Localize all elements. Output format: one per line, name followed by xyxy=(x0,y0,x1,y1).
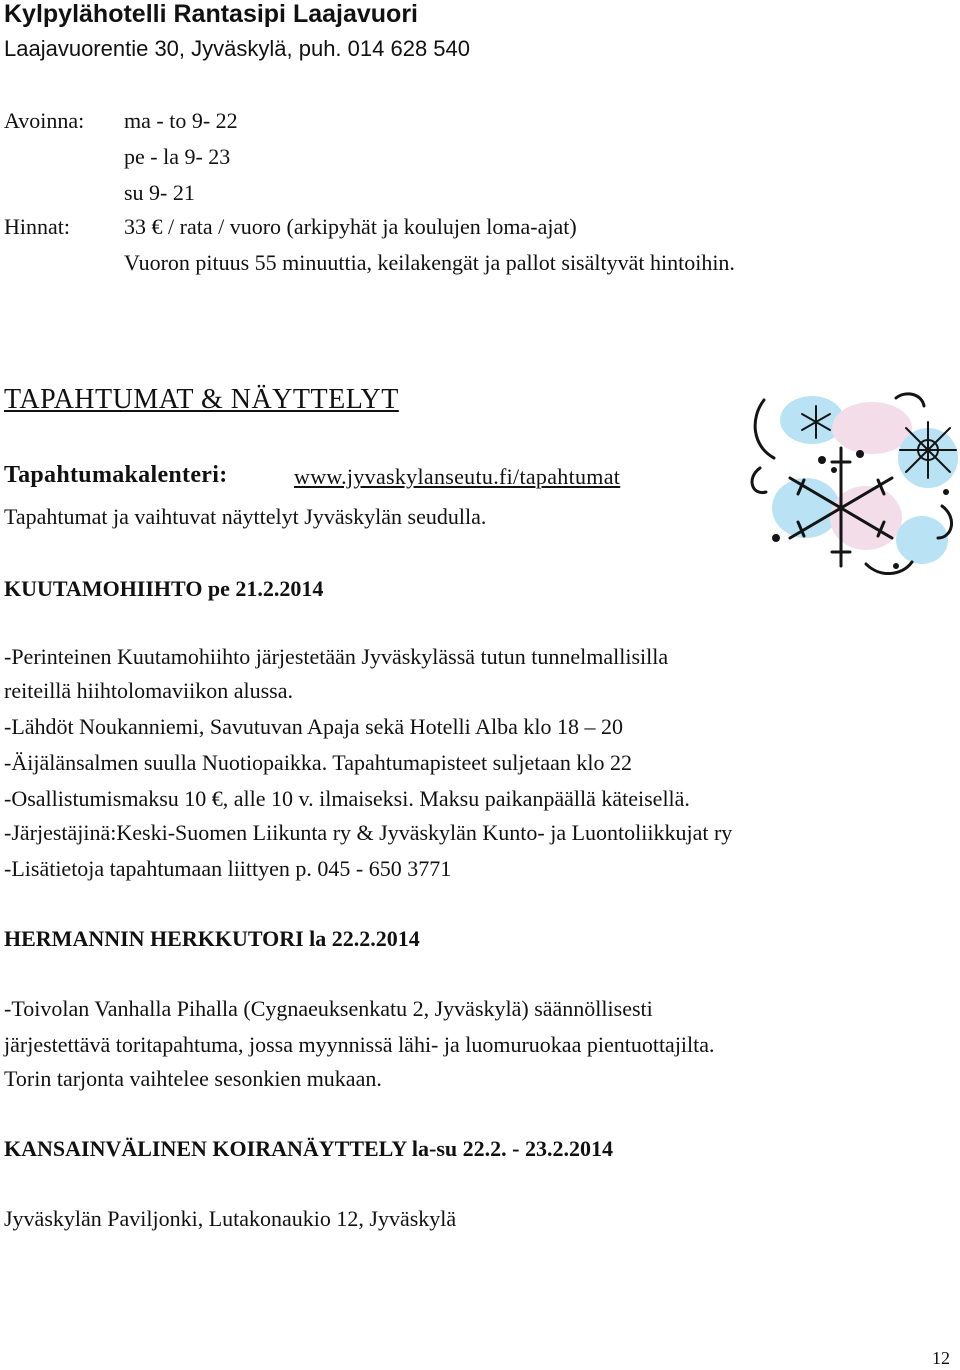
price-line: 33 € / rata / vuoro (arkipyhät ja koulujen loma-ajat) xyxy=(124,214,577,239)
price-line: Vuoron pituus 55 minuuttia, keilakengät ja pallot sisältyvät hintoihin. xyxy=(124,250,735,275)
opening-hours-label: Avoinna: xyxy=(4,108,85,133)
venue-address: Laajavuorentie 30, Jyväskylä, puh. 014 628 540 xyxy=(4,36,470,61)
event-detail-line: -Toivolan Vanhalla Pihalla (Cygnaeuksenkatu 2, Jyväskylä) säännöllisesti xyxy=(4,996,653,1021)
event-detail-line: Torin tarjonta vaihtelee sesonkien mukaan. xyxy=(4,1066,382,1091)
event-calendar-link[interactable]: www.jyvaskylanseutu.fi/tapahtumat xyxy=(294,464,621,489)
event-detail-line: -Lähdöt Noukanniemi, Savutuvan Apaja sekä Hotelli Alba klo 18 – 20 xyxy=(4,714,623,739)
event-title-kuutamohiihto: KUUTAMOHIIHTO pe 21.2.2014 xyxy=(4,576,324,601)
event-detail-line: reiteillä hiihtolomaviikon alussa. xyxy=(4,678,293,703)
event-detail-line: -Järjestäjinä:Keski-Suomen Liikunta ry & Jyväskylän Kunto- ja Luontoliikkujat ry xyxy=(4,820,733,845)
event-title-koiranayttely: KANSAINVÄLINEN KOIRANÄYTTELY la-su 22.2. - 23.2.2014 xyxy=(4,1136,613,1161)
event-title-herkkutori: HERMANNIN HERKKUTORI la 22.2.2014 xyxy=(4,926,420,951)
event-detail-line: -Äijälänsalmen suulla Nuotiopaikka. Tapahtumapisteet suljetaan klo 22 xyxy=(4,750,632,775)
hours-line: pe - la 9- 23 xyxy=(124,144,231,169)
snowflake-illustration xyxy=(746,388,960,584)
event-detail-line: -Lisätietoja tapahtumaan liittyen p. 045 - 650 3771 xyxy=(4,856,452,881)
hours-line: su 9- 21 xyxy=(124,180,195,205)
event-detail-line: -Osallistumismaksu 10 €, alle 10 v. ilmaiseksi. Maksu paikanpäällä käteisellä. xyxy=(4,786,690,811)
event-detail-line: -Perinteinen Kuutamohiihto järjestetään Jyväskylässä tutun tunnelmallisilla xyxy=(4,644,669,669)
event-calendar-label: Tapahtumakalenteri: xyxy=(4,462,228,488)
events-section-heading: TAPAHTUMAT & NÄYTTELYT xyxy=(4,384,399,415)
venue-title: Kylpylähotelli Rantasipi Laajavuori xyxy=(4,0,419,28)
event-calendar-description: Tapahtumat ja vaihtuvat näyttelyt Jyväskylän seudulla. xyxy=(4,504,487,529)
page-number: 12 xyxy=(932,1348,950,1368)
snowflake-small-right xyxy=(900,422,956,478)
hours-line: ma - to 9- 22 xyxy=(124,108,238,133)
event-location: Jyväskylän Paviljonki, Lutakonaukio 12, Jyväskylä xyxy=(4,1206,457,1231)
pastel-blob-backdrop xyxy=(772,396,958,564)
prices-label: Hinnat: xyxy=(4,214,70,239)
event-detail-line: järjestettävä toritapahtuma, jossa myynnissä lähi- ja luomuruokaa pientuottajilta. xyxy=(4,1032,715,1057)
